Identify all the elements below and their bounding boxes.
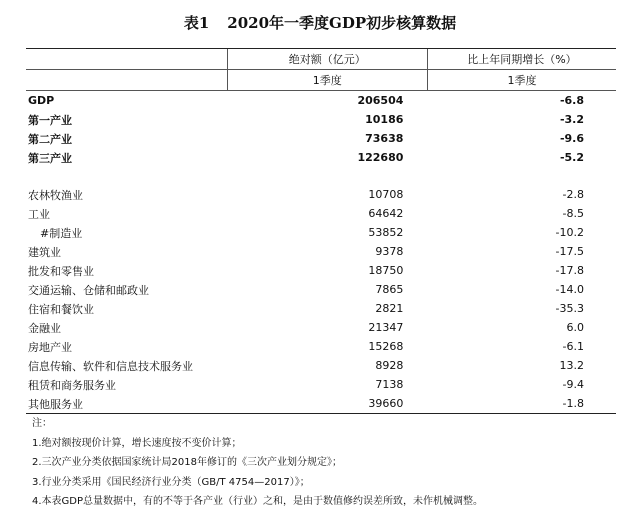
table-row (26, 148, 616, 167)
table-title (0, 12, 640, 33)
table-row (26, 337, 616, 356)
row-value: 18750 (368, 264, 404, 277)
row-value: 206504 (227, 91, 427, 111)
table-row (26, 375, 616, 394)
row-label: 批发和零售业 (28, 264, 94, 278)
row-label: 住宿和餐饮业 (28, 302, 94, 316)
row-growth: -6.8 (427, 91, 616, 111)
row-growth: -14.0 (555, 283, 584, 296)
note-item: 2.三次产业分类依据国家统计局2018年修订的《三次产业划分规定》； (32, 457, 342, 468)
table-row (26, 394, 616, 414)
row-label: 建筑业 (28, 245, 61, 259)
notes-heading: 注： (32, 418, 52, 429)
row-growth: -17.8 (555, 264, 584, 277)
table-row (26, 261, 616, 280)
header-absolute: 绝对额（亿元） (227, 49, 427, 70)
row-value: 39660 (227, 394, 427, 414)
row-value: 53852 (368, 226, 404, 239)
row-label: 交通运输、仓储和邮政业 (28, 283, 149, 297)
row-label: #制造业 (40, 226, 83, 240)
table-row (26, 129, 616, 148)
row-label: GDP (26, 91, 227, 111)
row-value: 9378 (375, 245, 404, 258)
header-period-growth: 1季度 (427, 70, 616, 91)
table-row (26, 280, 616, 299)
table-row (26, 91, 616, 111)
row-value: 64642 (368, 207, 404, 220)
row-value: 7138 (375, 378, 404, 391)
header-period-absolute: 1季度 (227, 70, 427, 91)
row-label: 第二产业 (28, 132, 72, 146)
table-notes (32, 414, 483, 512)
row-label: 金融业 (28, 321, 61, 335)
row-value: 10186 (365, 113, 404, 126)
row-growth: 6.0 (566, 321, 584, 334)
note-item: 3.行业分类采用《国民经济行业分类（GB/T 4754—2017）》； (32, 476, 310, 488)
row-growth: -3.2 (559, 113, 584, 126)
row-value: 10708 (368, 188, 404, 201)
row-value: 73638 (365, 132, 404, 145)
table-number: 表1 (183, 14, 210, 32)
table-row (26, 318, 616, 337)
table-row (26, 185, 616, 204)
row-growth: -6.1 (562, 340, 584, 353)
row-label: 房地产业 (28, 340, 72, 354)
row-growth: -8.5 (562, 207, 584, 220)
row-growth: 13.2 (559, 359, 584, 372)
spacer-row (26, 167, 616, 185)
row-label: 农林牧渔业 (28, 188, 83, 202)
table-row (26, 242, 616, 261)
note-item: 4.本表GDP总量数据中，有的不等于各产业（行业）之和，是由于数值修约误差所致，未作机械调整。 (32, 496, 484, 507)
header-blank (26, 70, 227, 91)
table-row (26, 223, 616, 242)
header-row (26, 49, 616, 70)
row-growth: -35.3 (555, 302, 584, 315)
note-item: 1.绝对额按现价计算，增长速度按不变价计算； (32, 437, 242, 449)
row-growth: -17.5 (555, 245, 584, 258)
row-value: 15268 (368, 340, 404, 353)
row-value: 8928 (375, 359, 404, 372)
row-value: 122680 (357, 151, 404, 164)
row-label: 其他服务业 (26, 394, 227, 414)
row-growth: -9.6 (559, 132, 584, 145)
table-row (26, 204, 616, 223)
header-period-row (26, 70, 616, 91)
table-title-text: 2020年一季度GDP初步核算数据 (227, 14, 457, 32)
row-growth: -10.2 (555, 226, 584, 239)
table-row (26, 110, 616, 129)
row-label: 工业 (28, 207, 50, 221)
row-value: 21347 (368, 321, 404, 334)
row-growth: -2.8 (562, 188, 584, 201)
gdp-table (26, 48, 616, 414)
row-label: 租赁和商务服务业 (28, 378, 116, 392)
table-row (26, 299, 616, 318)
row-label: 第三产业 (28, 151, 72, 165)
row-label: 信息传输、软件和信息技术服务业 (28, 359, 193, 373)
row-value: 2821 (375, 302, 404, 315)
row-growth: -9.4 (562, 378, 584, 391)
row-value: 7865 (375, 283, 404, 296)
header-blank (26, 49, 227, 70)
table-row (26, 356, 616, 375)
row-label: 第一产业 (28, 113, 72, 127)
header-growth: 比上年同期增长（%） (427, 49, 616, 70)
row-growth: -1.8 (427, 394, 616, 414)
row-growth: -5.2 (559, 151, 584, 164)
